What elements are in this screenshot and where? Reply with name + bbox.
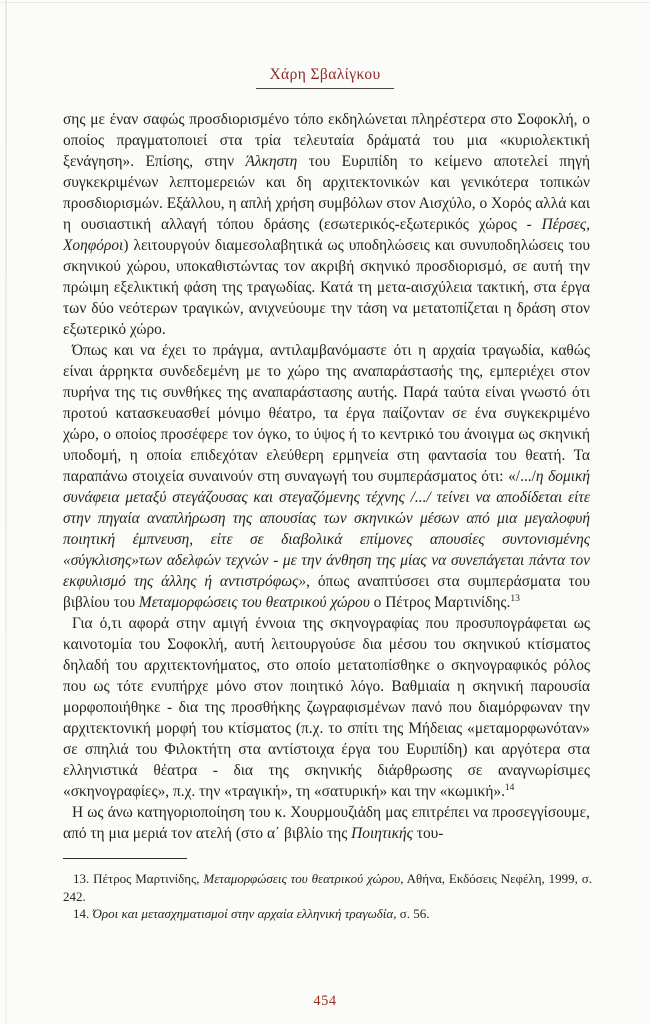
- body-paragraph-1: σης με έναν σαφώς προσδιορισμένο τόπο εκδηλώνεται πληρέστερα στο Σοφοκλή, ο οποίος πραγματοποιεί στα τρία τελευταία δράματά του μια «κυριολεκτική ξενάγηση». Επίσης, στην Άλκηστη του Ευριπίδη το κείμενο αποτελεί πηγή συγκεκριμένων λεπτομερειών και δη αρχιτεκτονικών και γενικότερα τοπικών προσδιορισμών. Εξάλλου, η απλή χρήση συμβόλων στον Αισχύλο, ο Χορός αλλά και η ουσιαστική αλλαγή τόπου δράσης (εσωτερικός-εξωτερικός χώρος - Πέρσες, Χοηφόροι) λειτουργούν διαμεσολαβητικά ως υποδηλώσεις και συνυποδηλώσεις του σκηνικού χώρου, υποκαθιστώντας τον ακριβή σκηνικό προσδιορισμό, σε αυτή την πρώιμη εξελικτική φάση της τραγωδίας. Κατά τη μετα-αισχύλεια τακτική, στα έργα των δύο νεότερων τραγικών, ανιχνεύουμε την τάση να μετατοπίζεται η δράση στον εξωτερικό χώρο.: [63, 111, 590, 338]
- page-number: 454: [313, 993, 337, 1009]
- running-header: [0, 0, 650, 89]
- body-text: [63, 109, 590, 859]
- page-edge-shadow: [5, 0, 7, 1024]
- footnote-14: 14. Όροι και μετασχηματισμοί στην αρχαία ελληνική τραγωδία, σ. 56.: [73, 906, 430, 921]
- body-paragraph-2: Όπως και να έχει το πράγμα, αντιλαμβανόμαστε ότι η αρχαία τραγωδία, καθώς είναι άρρηκτα συνδεδεμένη με το χώρο της αναπαράστασής της, εμπεριέχει στον πυρήνα της τις συνθήκες της αναπαράστασης αυτής. Παρά ταύτα είναι γνωστό ότι προτού κατασκευασθεί μόνιμο θέατρο, τα έργα παίζονταν σε ένα συγκεκριμένο χώρο, ο οποίος προσέφερε τον όγκο, το ύψος ή το κεντρικό του άνοιγμα ως σκηνική υποδομή, η οποία επιδεχόταν ελεύθερη ερμηνεία στη φαντασία του θεατή. Τα παραπάνω στοιχεία συναινούν στη συναγωγή του συμπεράσματος ότι: «/.../η δομική συνάφεια μεταξύ στεγάζουσας και στεγαζόμενης τέχνης /.../ τείνει να αποδίδεται είτε στην πηγαία αναπλήρωση της απουσίας των σκηνικών μέσων από μια μεγαλοφυή ποιητική έμπνευση, είτε σε διαβολικά επίμονες απουσίες συντονισμένης «σύγκλισης»των αδελφών τεχνών - με την άνθηση της μίας να συνεπάγεται πάντα τον εκφυλισμό της άλλης ή αντιστρόφως», όπως αναπτύσσει στα συμπεράσματα του βιβλίου του Μεταμορφώσεις του θεατρικού χώρου ο Πέτρος Μαρτινίδης.$^{13}$: [63, 342, 591, 611]
- page-top-scan-line: [0, 2, 650, 3]
- body-paragraph-3: Για ό,τι αφορά στην αμιγή έννοια της σκηνογραφίας που προσυπογράφεται ως καινοτομία του Σοφοκλή, αυτή λειτουργούσε δια μέσου του σκηνικού κτίσματος δηλαδή του αρχιτεκτονήματος, στο οποίο μετατοπίσθηκε ο σκηνογραφικός ρόλος που ως τότε ενυπήρχε μόνο στον ποιητικό λόγο. Βαθμιαία η σκηνική παρουσία μορφοποιήθηκε - δια της προσθήκης ζωγραφισμένων πανό που διαμόρφωναν την αρχιτεκτονική μορφή του κτίσματος (π.χ. το σπίτι της Μήδειας «μεταμορφωνόταν» σε σπηλιά του Φιλοκτήτη στα αντίστοιχα έργα του Ευριπίδη) και αργότερα στα ελληνιστικά θέατρα - δια της σκηνικής διάρθρωσης σε αναγνωρίσιμες «σκηνογραφίες», π.χ. την «τραγική», τη «σατυρική» και την «κωμική».$^{14}$: [63, 615, 590, 800]
- body-paragraph-4: Η ως άνω κατηγοριοποίηση του κ. Χουρμουζιάδη μας επιτρέπει να προσεγγίσουμε, από τη μια μεριά τον ατελή (στο α΄ βιβλίο της Ποιητικής του-: [63, 804, 590, 842]
- footnotes: [63, 870, 592, 923]
- footnote-separator: [63, 858, 187, 859]
- footnote-13: 13. Πέτρος Μαρτινίδης, Μεταμορφώσεις του θεατρικού χώρου, Αθήνα, Εκδόσεις Νεφέλη, 1999, σ. 242.: [63, 871, 593, 904]
- header-author-name: Χάρη Σβαλίγκου: [256, 66, 393, 89]
